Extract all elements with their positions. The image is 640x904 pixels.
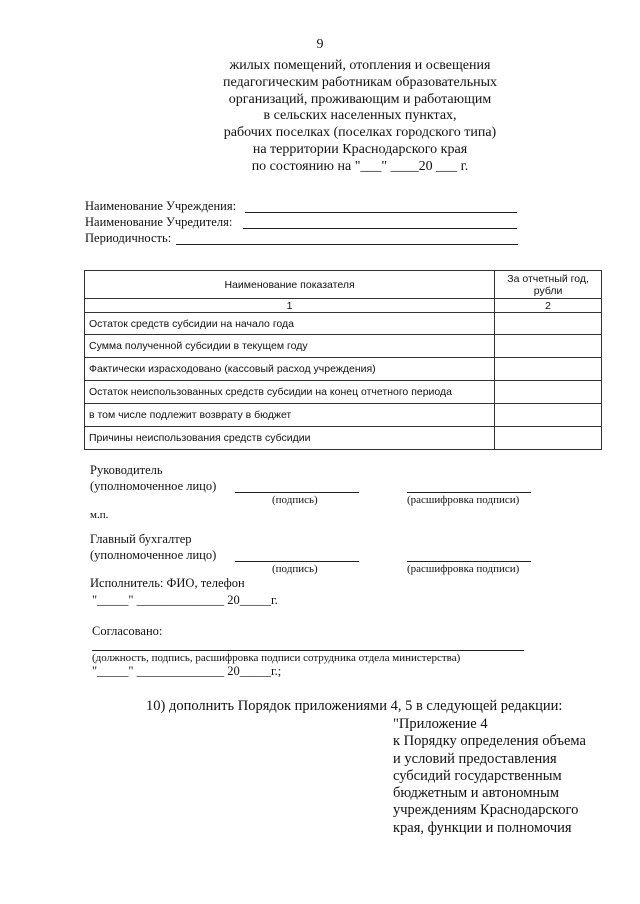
indicator-name: Остаток средств субсидии на начало года	[85, 313, 495, 335]
executor-label: Исполнитель: ФИО, телефон	[90, 576, 245, 590]
title-line: по состоянию на "___" ____20 ___ г.	[251, 158, 469, 174]
page-number: 9	[316, 37, 324, 52]
table-row	[85, 313, 602, 335]
indicator-name: Причины неиспользования средств субсидии	[85, 427, 495, 450]
amendment-text: 10) дополнить Порядок приложениями 4, 5 в следующей редакции:	[146, 698, 563, 714]
institution-label: Наименование Учреждения:	[85, 199, 237, 213]
indicator-value	[495, 404, 602, 427]
indicator-value	[495, 313, 602, 335]
accountant-label: Главный бухгалтер	[90, 532, 192, 546]
head-label: Руководитель	[90, 463, 163, 477]
stamp-label: м.п.	[90, 509, 109, 521]
subsidy-report-table	[84, 270, 602, 450]
indicator-value	[495, 335, 602, 358]
title-line: в сельских населенных пунктах,	[263, 108, 457, 124]
appendix-line: учреждениям Краснодарского	[393, 802, 579, 819]
document-title	[140, 58, 580, 176]
table-row	[85, 427, 602, 450]
agreed-date: "_____" ______________ 20_____г.;	[92, 664, 282, 678]
founder-label: Наименование Учредителя:	[85, 215, 233, 229]
head-decode-line	[407, 492, 531, 493]
accountant-signature-caption: (подпись)	[272, 563, 318, 575]
table-row	[85, 358, 602, 381]
indicator-name: Остаток неиспользованных средств субсидии на конец отчетного периода	[85, 381, 495, 404]
appendix-line: и условий предоставления	[393, 750, 557, 767]
head-authorized-label: (уполномоченное лицо)	[90, 479, 217, 493]
table-row	[85, 335, 602, 358]
periodicity-label: Периодичность:	[85, 231, 172, 245]
appendix-line: бюджетным и автономным	[393, 785, 560, 802]
appendix-line: субсидий государственным	[393, 767, 562, 784]
indicator-name: Фактически израсходовано (кассовый расход учреждения)	[85, 358, 495, 381]
appendix-line: к Порядку определения объема	[393, 733, 586, 750]
column-number: 2	[495, 299, 602, 313]
agreed-caption: (должность, подпись, расшифровка подписи сотрудника отдела министерства)	[92, 652, 461, 664]
appendix-line: "Приложение 4	[393, 716, 488, 732]
title-line: организаций, проживающим и работающим	[228, 91, 492, 107]
accountant-authorized-label: (уполномоченное лицо)	[90, 548, 217, 562]
institution-field-line	[245, 212, 517, 213]
table-number-row	[85, 299, 602, 313]
executor-date: "_____" ______________ 20_____г.	[92, 593, 278, 607]
table-row	[85, 404, 602, 427]
title-line: жилых помещений, отопления и освещения	[229, 58, 491, 73]
indicator-value	[495, 358, 602, 381]
indicator-value	[495, 427, 602, 450]
head-signature-caption: (подпись)	[272, 494, 318, 506]
title-line: педагогическим работникам образовательных	[222, 74, 498, 90]
column-number: 1	[85, 299, 495, 313]
appendix-line: края, функции и полномочия	[393, 819, 572, 836]
head-signature-line	[235, 492, 359, 493]
periodicity-field-line	[176, 244, 518, 245]
title-line: рабочих поселках (поселках городского типа)	[223, 125, 497, 141]
head-decode-caption: (расшифровка подписи)	[407, 494, 520, 506]
agreed-label: Согласовано:	[92, 624, 163, 638]
accountant-decode-caption: (расшифровка подписи)	[407, 563, 520, 575]
header-reporting-year: За отчетный год, рубли	[495, 271, 602, 299]
indicator-name: в том числе подлежит возврату в бюджет	[85, 404, 495, 427]
indicator-name: Сумма полученной субсидии в текущем году	[85, 335, 495, 358]
appendix-heading	[393, 716, 586, 837]
founder-field-line	[243, 228, 517, 229]
title-line: на территории Краснодарского края	[252, 141, 468, 157]
agreed-line	[92, 650, 524, 651]
header-indicator: Наименование показателя	[85, 271, 495, 299]
accountant-decode-line	[407, 561, 531, 562]
accountant-signature-line	[235, 561, 359, 562]
table-row	[85, 381, 602, 404]
indicator-value	[495, 381, 602, 404]
table-header-row	[85, 271, 602, 299]
